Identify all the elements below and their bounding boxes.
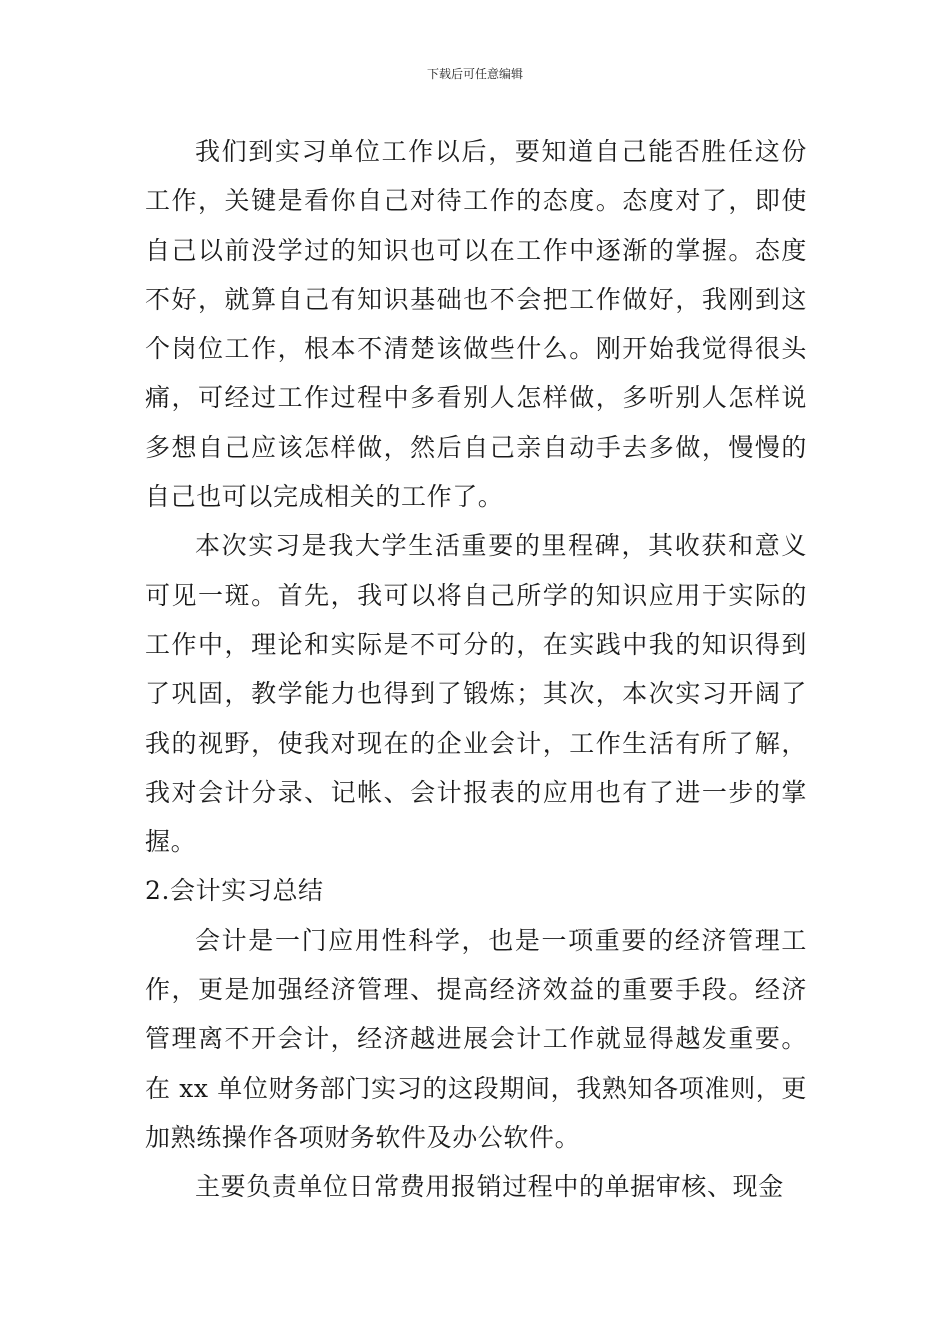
- paragraph-attitude: 我们到实习单位工作以后，要知道自己能否胜任这份工作，关键是看你自己对待工作的态度。态度对了，即使自己以前没学过的知识也可以在工作中逐渐的掌握。态度不好，就算自己有知识基础也不会把工作做好，我刚到这个岗位工作，根本不清楚该做些什么。刚开始我觉得很头痛，可经过工作过程中多看别人怎样做，多听别人怎样说多想自己应该怎样做，然后自己亲自动手去多做，慢慢的自己也可以完成相关的工作了。: [145, 137, 807, 512]
- document-body: [145, 127, 807, 1212]
- paragraph-milestone: 本次实习是我大学生活重要的里程碑，其收获和意义可见一斑。首先，我可以将自己所学的知识应用于实际的工作中，理论和实际是不可分的，在实践中我的知识得到了巩固，教学能力也得到了锻炼；其次，本次实习开阔了我的视野，使我对现在的企业会计，工作生活有所了解，我对会计分录、记帐、会计报表的应用也有了进一步的掌握。: [145, 531, 807, 857]
- section-heading: 2.会计实习总结: [145, 876, 324, 906]
- page-header: 下载后可任意编辑: [426, 67, 523, 81]
- paragraph-responsibilities: 主要负责单位日常费用报销过程中的单据审核、现金: [195, 1172, 784, 1202]
- paragraph-accounting: 会计是一门应用性科学，也是一项重要的经济管理工作，更是加强经济管理、提高经济效益的重要手段。经济管理离不开会计，经济越进展会计工作就显得越发重要。在 xx 单位财务部门实习的这段期间，我熟知各项准则，更加熟练操作各项财务软件及办公软件。: [145, 925, 807, 1152]
